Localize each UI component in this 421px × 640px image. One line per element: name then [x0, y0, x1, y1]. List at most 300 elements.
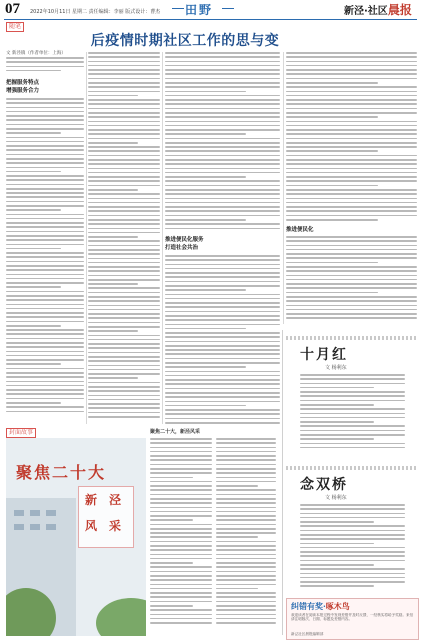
text-line [88, 386, 160, 388]
text-line [88, 52, 160, 54]
text-line [300, 404, 374, 406]
text-line [150, 489, 212, 491]
text-line [6, 381, 84, 383]
text-line [165, 52, 280, 54]
text-line [286, 91, 417, 93]
text-line [150, 481, 212, 483]
text-line [150, 498, 212, 500]
text-line [300, 395, 405, 397]
text-line [88, 99, 160, 101]
text-line [88, 163, 160, 165]
text-line [88, 232, 160, 234]
text-line [88, 133, 160, 135]
text-line [88, 193, 160, 195]
text-line [88, 390, 160, 392]
text-line [150, 622, 212, 624]
text-line [88, 125, 160, 127]
text-line [6, 363, 61, 365]
text-line [6, 274, 84, 276]
text-line [216, 532, 276, 534]
text-line [300, 585, 374, 587]
text-line [216, 575, 276, 577]
text-line [6, 252, 84, 254]
text-line [165, 86, 280, 88]
text-line [165, 91, 246, 93]
text-line [300, 573, 405, 575]
text-line [6, 342, 84, 344]
text-line [216, 605, 276, 607]
text-line [6, 107, 84, 109]
text-line [165, 396, 280, 398]
text-line [88, 399, 160, 401]
banner-slogan [78, 486, 134, 548]
text-line [6, 222, 84, 224]
text-line [165, 69, 280, 71]
text-line [286, 103, 417, 105]
text-line [165, 264, 280, 266]
text-line [150, 507, 212, 509]
text-line [286, 61, 417, 63]
text-line [165, 129, 280, 131]
text-line [6, 192, 84, 194]
text-line [165, 306, 280, 308]
text-line [6, 278, 84, 280]
text-line [150, 447, 212, 449]
cover-column-1 [150, 438, 212, 626]
text-line [286, 125, 417, 127]
text-line [88, 215, 160, 217]
section-tag-essay: 随笔 [6, 22, 24, 32]
text-line [300, 508, 405, 510]
text-line [216, 485, 258, 487]
text-line [150, 494, 212, 496]
text-line [88, 249, 160, 251]
text-line [216, 451, 276, 453]
text-line [88, 210, 160, 212]
text-line [88, 108, 160, 110]
text-line [6, 393, 84, 395]
text-line [216, 566, 276, 568]
text-line [6, 385, 84, 387]
text-line [165, 422, 280, 424]
building-window [46, 510, 56, 516]
text-line [286, 206, 417, 208]
text-line [216, 541, 276, 543]
text-line [165, 82, 280, 84]
text-line [88, 365, 160, 367]
text-line [286, 283, 417, 285]
text-line [6, 351, 84, 353]
text-line [6, 184, 84, 186]
text-line [88, 168, 160, 170]
text-line [165, 345, 280, 347]
column-decoration-right [222, 8, 234, 13]
text-line [150, 524, 212, 526]
text-line [88, 377, 138, 379]
text-line [216, 511, 276, 513]
text-line [286, 309, 417, 311]
text-line [165, 95, 280, 97]
text-line [165, 65, 280, 67]
text-line [286, 266, 417, 268]
text-line [165, 112, 280, 114]
error-report-notice [286, 598, 419, 640]
text-line [165, 228, 280, 230]
text-line [88, 103, 160, 105]
text-line [300, 581, 405, 583]
text-line [150, 549, 212, 551]
text-line [300, 564, 374, 566]
text-line [6, 145, 84, 147]
text-line [6, 368, 84, 370]
text-line [150, 442, 212, 444]
text-line [6, 411, 84, 413]
text-line [165, 168, 280, 170]
text-line [216, 455, 276, 457]
text-line [88, 95, 138, 97]
text-line [165, 289, 246, 291]
text-line [88, 142, 138, 144]
text-line [88, 270, 160, 272]
text-line [165, 332, 280, 334]
text-line [6, 316, 84, 318]
text-line [300, 534, 405, 536]
text-line [88, 240, 160, 242]
text-line [6, 269, 84, 271]
text-line [150, 515, 212, 517]
text-line [286, 185, 378, 187]
building-window [14, 524, 24, 530]
building-window [30, 510, 40, 516]
text-line [150, 451, 212, 453]
text-line [6, 218, 84, 220]
text-line [150, 596, 212, 598]
text-line [165, 78, 280, 80]
text-line [286, 236, 417, 238]
text-line [165, 353, 280, 355]
text-line [300, 443, 405, 445]
text-line [150, 455, 212, 457]
text-line [150, 511, 212, 513]
text-line [6, 406, 84, 408]
text-line [165, 125, 280, 127]
article-column-1 [6, 98, 84, 415]
text-line [286, 163, 417, 165]
text-line [88, 395, 160, 397]
text-line [88, 146, 160, 148]
text-line [6, 162, 84, 164]
text-line [150, 558, 212, 560]
text-line [286, 172, 417, 174]
text-line [88, 112, 160, 114]
text-line [216, 438, 276, 440]
text-line [216, 579, 276, 581]
subhead-3: 推进便民化服务 [165, 237, 204, 243]
article-column-3 [165, 52, 280, 232]
text-line [6, 286, 61, 288]
text-line [6, 376, 84, 378]
text-line [165, 176, 246, 178]
text-line [300, 568, 405, 570]
text-line [88, 56, 160, 58]
text-line [88, 73, 160, 75]
text-line [216, 592, 276, 594]
text-line [286, 219, 378, 221]
text-line [300, 438, 374, 440]
text-line [88, 172, 160, 174]
text-line [6, 389, 84, 391]
decorative-border [286, 466, 417, 470]
text-line [286, 180, 417, 182]
text-line [6, 304, 84, 306]
text-line [286, 168, 417, 170]
text-line [6, 209, 61, 211]
text-line [165, 172, 280, 174]
text-line [150, 485, 212, 487]
text-line [165, 294, 280, 296]
text-line [88, 198, 160, 200]
cover-subtitle: 聚焦二十大，新泾风采 [150, 429, 201, 435]
text-line [165, 383, 280, 385]
text-line [88, 206, 160, 208]
text-line [88, 335, 160, 337]
text-line [300, 538, 405, 540]
text-line [286, 202, 417, 204]
text-line [300, 555, 405, 557]
text-line [150, 545, 212, 547]
masthead [0, 0, 421, 20]
text-line [165, 163, 280, 165]
article-column-2 [88, 52, 160, 420]
text-line [216, 468, 276, 470]
text-line [216, 442, 276, 444]
text-line [286, 292, 378, 294]
text-line [6, 265, 84, 267]
text-line [6, 137, 84, 139]
slogan-char: 采 [109, 519, 122, 533]
text-line [300, 504, 405, 506]
text-line [300, 543, 374, 545]
text-line [150, 468, 212, 470]
text-line [216, 502, 276, 504]
text-line [286, 198, 417, 200]
text-line [300, 408, 405, 410]
text-line [300, 374, 405, 376]
text-line [216, 536, 258, 538]
text-line [286, 262, 378, 264]
text-line [88, 292, 160, 294]
text-line [6, 372, 84, 374]
text-line [6, 355, 84, 357]
text-line [165, 392, 280, 394]
text-line [286, 69, 417, 71]
text-line [165, 366, 246, 368]
text-line [300, 425, 405, 427]
text-line [88, 416, 160, 418]
building-window [46, 524, 56, 530]
brand-highlight: 晨报 [387, 3, 412, 17]
text-line [300, 447, 405, 449]
text-line [88, 138, 160, 140]
text-line [6, 119, 84, 121]
article-column-4 [286, 52, 417, 223]
text-line [150, 601, 212, 603]
text-line [300, 413, 405, 415]
slogan-char: 风 [85, 519, 98, 533]
slogan-char: 新 [85, 493, 98, 507]
text-line [6, 201, 84, 203]
issue-info: 2022年10月11日 星期二 责任编辑：李丽 版式设计：曹杰 [30, 9, 161, 15]
text-line [165, 371, 280, 373]
text-line [88, 159, 160, 161]
text-line [88, 283, 138, 285]
text-line [150, 438, 212, 440]
text-line [286, 317, 417, 319]
text-line [165, 116, 280, 118]
text-line [216, 489, 276, 491]
subhead-4: 打造社会共治 [165, 245, 199, 251]
text-line [286, 82, 378, 84]
text-line [6, 141, 84, 143]
text-line [150, 554, 212, 556]
text-line [216, 477, 276, 479]
text-line [165, 210, 280, 212]
text-line [165, 409, 280, 411]
text-line [216, 464, 276, 466]
text-line [6, 299, 84, 301]
text-line [88, 180, 160, 182]
text-line [216, 609, 276, 611]
text-line [165, 219, 246, 221]
text-line [6, 214, 84, 216]
text-line [300, 547, 405, 549]
article-headline: 后疫情时期社区工作的思与变 [90, 33, 280, 49]
text-line [88, 347, 160, 349]
text-line [165, 281, 280, 283]
text-line [286, 287, 417, 289]
text-line [300, 434, 405, 436]
text-line [300, 513, 405, 515]
text-line [165, 103, 280, 105]
text-line [88, 326, 160, 328]
text-line [165, 341, 280, 343]
text-line [6, 231, 84, 233]
text-line [6, 115, 84, 117]
text-line [300, 530, 405, 532]
decorative-border [286, 336, 417, 340]
text-line [6, 346, 84, 348]
page-number: 07 [5, 1, 20, 17]
text-line [165, 150, 280, 152]
slogan-char: 泾 [109, 493, 122, 507]
text-line [88, 356, 160, 358]
text-line [286, 300, 417, 302]
article-column-3b [165, 255, 280, 426]
text-line [165, 319, 280, 321]
text-line [88, 343, 160, 345]
text-line [6, 188, 84, 190]
text-line [88, 61, 160, 63]
text-line [6, 124, 84, 126]
text-line [286, 112, 417, 114]
text-line [88, 313, 160, 315]
subhead-2: 增强服务合力 [6, 88, 40, 94]
text-line [286, 215, 417, 217]
text-line [300, 417, 405, 419]
text-line [150, 519, 193, 521]
text-line [286, 279, 417, 281]
text-line [165, 285, 280, 287]
text-line [150, 532, 212, 534]
text-line [6, 256, 84, 258]
text-line [165, 180, 280, 182]
poem-author-1: 文 杨利东 [325, 365, 347, 371]
text-line [165, 259, 280, 261]
text-line [150, 571, 212, 573]
text-line [286, 155, 417, 157]
text-line [286, 296, 417, 298]
text-line [165, 362, 280, 364]
text-line [88, 266, 160, 268]
text-line [6, 282, 84, 284]
text-line [88, 287, 160, 289]
text-line [6, 308, 84, 310]
text-line [150, 609, 212, 611]
text-line [216, 447, 276, 449]
text-line [216, 618, 276, 620]
text-line [216, 601, 276, 603]
text-line [88, 412, 160, 414]
text-line [286, 146, 417, 148]
text-line [216, 524, 276, 526]
text-line [165, 198, 280, 200]
text-line [88, 258, 160, 260]
text-line [286, 65, 417, 67]
text-line [6, 248, 61, 250]
text-line [286, 245, 417, 247]
text-line [6, 235, 84, 237]
text-line [300, 430, 405, 432]
text-line [6, 158, 84, 160]
text-line [150, 472, 212, 474]
cover-column-2 [216, 438, 276, 626]
text-line [88, 373, 160, 375]
building-window [14, 510, 24, 516]
text-line [286, 99, 417, 101]
text-line [6, 149, 84, 151]
cover-banner-image [6, 438, 146, 636]
text-line [286, 121, 417, 123]
text-line [286, 95, 417, 97]
text-line [6, 132, 61, 134]
text-line [88, 330, 138, 332]
text-line [286, 56, 417, 58]
text-line [300, 525, 405, 527]
text-line [150, 562, 193, 564]
text-line [6, 338, 84, 340]
text-line [88, 202, 160, 204]
text-line [165, 298, 280, 300]
text-line [150, 592, 212, 594]
text-line [165, 328, 246, 330]
text-line [286, 133, 417, 135]
text-line [286, 176, 417, 178]
text-line [165, 302, 280, 304]
poem-title-2: 念双桥 [300, 477, 348, 493]
text-line [286, 210, 417, 212]
text-line [300, 577, 405, 579]
text-line [88, 150, 160, 152]
